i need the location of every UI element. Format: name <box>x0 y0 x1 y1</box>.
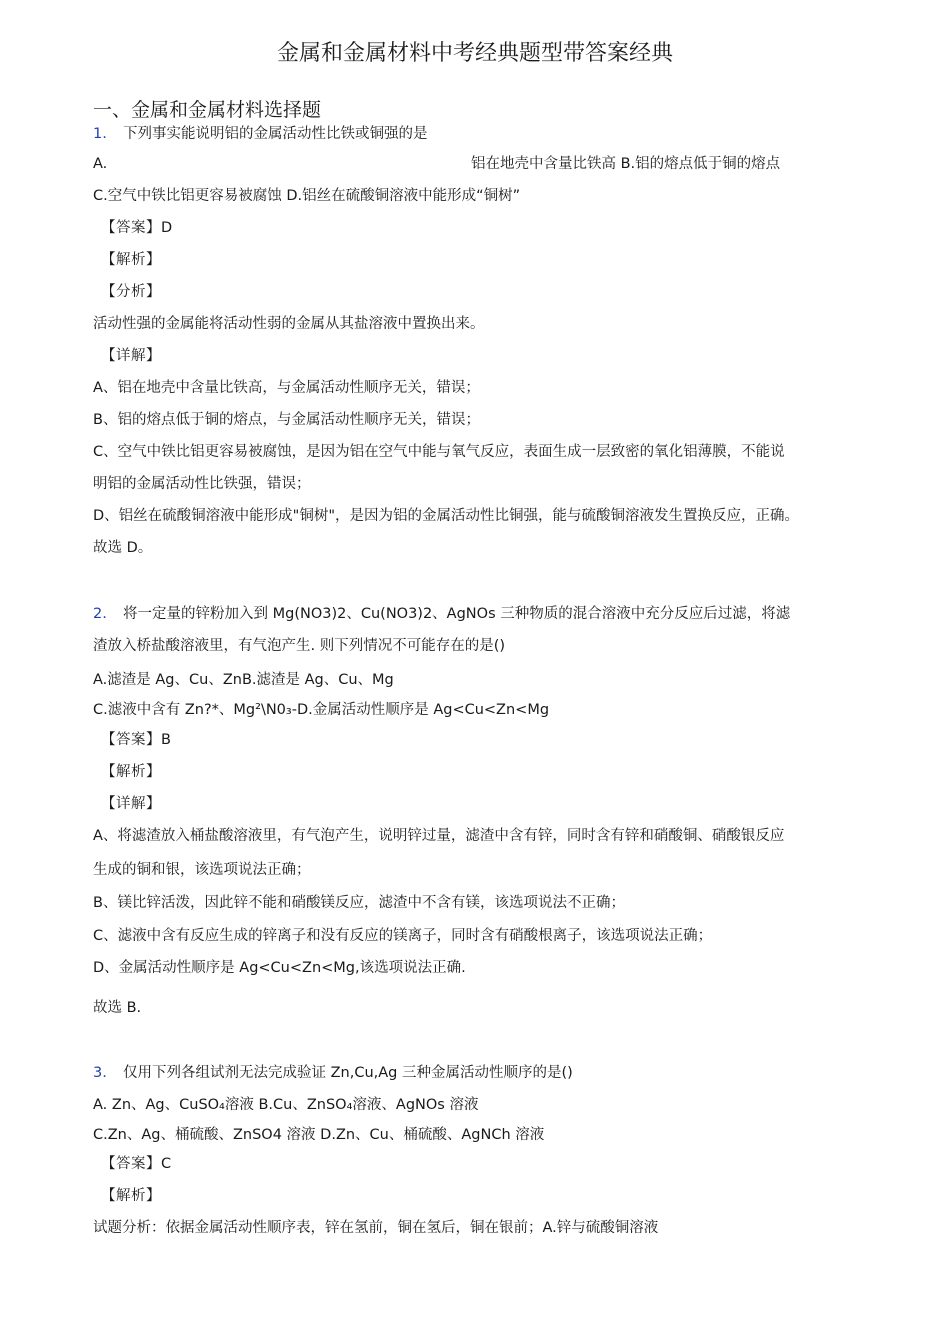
q3-options-ab: A. Zn、Ag、CuSO₄溶液 B.Cu、ZnSO₄溶液、AgNOs 溶液 <box>93 1097 479 1113</box>
q1-xiangjie-label: 【详解】 <box>101 348 161 364</box>
q1-explain-c-line1: C、空气中铁比铝更容易被腐蚀，是因为铝在空气中能与氧气反应，表面生成一层致密的氧化铝薄膜，不能说 <box>93 444 785 460</box>
q1-options-cd: C.空气中铁比铝更容易被腐蚀 D.铝丝在硫酸铜溶液中能形成“铜树” <box>93 188 521 204</box>
q1-explain-c-line2: 明铝的金属活动性比铁强，错误； <box>93 476 311 492</box>
q3-answer: 【答案】C <box>101 1156 172 1172</box>
question-1-number: 1. <box>93 126 107 142</box>
q1-jiexi-label: 【解析】 <box>101 252 161 268</box>
q1-answer: 【答案】D <box>101 220 173 236</box>
q2-options-cd: C.滤液中含有 Zn?*、Mg²\N0₃-D.金属活动性顺序是 Ag<Cu<Zn<Mg <box>93 702 550 718</box>
question-3-number: 3. <box>93 1065 107 1081</box>
q2-jiexi-label: 【解析】 <box>101 764 161 780</box>
q3-options-cd: C.Zn、Ag、桶硫酸、ZnSO4 溶液 D.Zn、Cu、桶硫酸、AgNCh 溶液 <box>93 1127 545 1143</box>
q1-explain-d: D、铝丝在硫酸铜溶液中能形成"铜树"，是因为铝的金属活动性比铜强，能与硫酸铜溶液发生置换反应，正确。 <box>93 508 799 524</box>
q2-explain-c: C、滤液中含有反应生成的锌离子和没有反应的镁离子，同时含有硝酸根离子，该选项说法正确； <box>93 928 713 944</box>
question-1-text: 下列事实能说明铝的金属活动性比铁或铜强的是 <box>123 126 428 142</box>
q2-options-ab: A.滤渣是 Ag、Cu、ZnB.滤渣是 Ag、Cu、Mg <box>93 672 394 688</box>
q1-fenxi-label: 【分析】 <box>101 284 161 300</box>
q2-explain-d: D、金属活动性顺序是 Ag<Cu<Zn<Mg,该选项说法正确. <box>93 960 466 976</box>
q2-choose: 故选 B. <box>93 1000 142 1016</box>
q1-option-a-label: A. <box>93 156 108 172</box>
question-3-stem <box>93 1064 573 1082</box>
question-2-stem-line2: 渣放入桥盐酸溶液里，有气泡产生. 则下列情况不可能存在的是() <box>93 638 506 654</box>
document-title: 金属和金属材料中考经典题型带答案经典 <box>276 41 673 66</box>
question-2-text: 将一定量的锌粉加入到 Mg(NO3)2、Cu(NO3)2、AgNOs 三种物质的混合溶液中充分反应后过滤，将滤 <box>123 606 791 622</box>
section-heading: 一、金属和金属材料选择题 <box>93 99 322 121</box>
q2-xiangjie-label: 【详解】 <box>101 796 161 812</box>
q1-fenxi-text: 活动性强的金属能将活动性弱的金属从其盐溶液中置换出来。 <box>93 316 485 332</box>
q1-explain-a: A、铝在地壳中含量比铁高，与金属活动性顺序无关，错误； <box>93 380 480 396</box>
q2-explain-a-line1: A、将滤渣放入桶盐酸溶液里，有气泡产生，说明锌过量，滤渣中含有锌，同时含有锌和硝酸铜、硝酸银反应 <box>93 828 785 844</box>
question-3-text: 仅用下列各组试剂无法完成验证 Zn,Cu,Ag 三种金属活动性顺序的是() <box>123 1065 573 1081</box>
question-1-stem <box>93 125 428 143</box>
q3-jiexi-label: 【解析】 <box>101 1188 161 1204</box>
q2-explain-a-line2: 生成的铜和银，该选项说法正确； <box>93 862 311 878</box>
question-2-stem-line1 <box>93 605 790 623</box>
question-2-number: 2. <box>93 606 107 622</box>
q3-analysis: 试题分析：依据金属活动性顺序表，锌在氢前，铜在氢后，铜在银前；A.锌与硫酸铜溶液 <box>93 1220 659 1236</box>
q1-explain-b: B、铝的熔点低于铜的熔点，与金属活动性顺序无关，错误； <box>93 412 480 428</box>
q1-options-ab: 铝在地壳中含量比铁高 B.铝的熔点低于铜的熔点 <box>471 156 781 172</box>
q2-explain-b: B、镁比锌活泼，因此锌不能和硝酸镁反应，滤渣中不含有镁，该选项说法不正确； <box>93 895 625 911</box>
q2-answer: 【答案】B <box>101 732 172 748</box>
q1-choose: 故选 D。 <box>93 540 153 556</box>
